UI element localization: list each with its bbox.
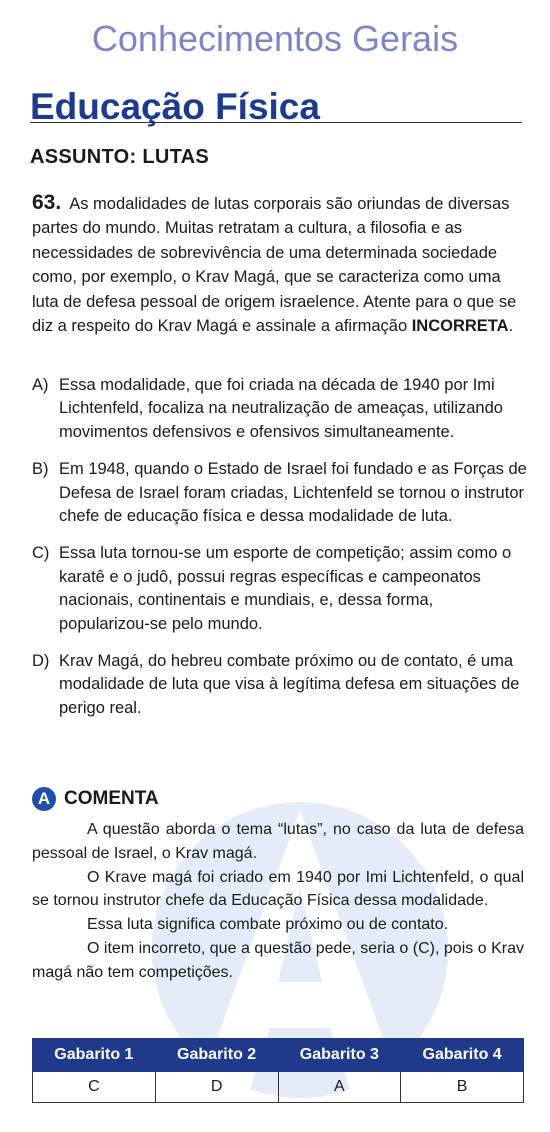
answer-key-header: Gabarito 4 (401, 1039, 524, 1072)
title-divider (30, 122, 522, 123)
answer-key-header-row (33, 1039, 524, 1072)
question-emphasis: INCORRETA (411, 317, 509, 336)
option-text: Em 1948, quando o Estado de Israel foi fundado e as Forças de Defesa de Israel foram criadas, Lichtenfeld se tornou o instrutor chefe de educação física e dessa modalidade de luta. (59, 460, 527, 526)
answer-key-table (32, 1038, 524, 1103)
comment-label: COMENTA (64, 788, 159, 809)
comment-paragraph: O Krave magá foi criado em 1940 por Imi Lichtenfeld, o qual se tornou instrutor chefe da Educação Física dessa modalidade. (32, 868, 524, 910)
comment-body (32, 818, 524, 985)
comment-heading (32, 784, 159, 814)
option-letter: C) (32, 544, 50, 563)
answer-key-value: B (401, 1072, 524, 1103)
question-number: 63. (32, 191, 62, 214)
option-text: Essa luta tornou-se um esporte de competição; assim como o karatê e o judô, possui regras específicas e campeonatos nacionais, continentais e mundiais, e, dessa forma, popularizou-se pelo mundo. (59, 544, 512, 633)
subject-heading: ASSUNTO: LUTAS (30, 146, 210, 168)
answer-key-header: Gabarito 1 (33, 1039, 156, 1072)
option-d (32, 650, 528, 720)
a-circle-icon: A (32, 787, 56, 811)
header-title: Conhecimentos Gerais (91, 18, 459, 59)
answer-key-value: A (278, 1072, 401, 1103)
answer-key-value: C (33, 1072, 156, 1103)
answer-key-header: Gabarito 2 (155, 1039, 278, 1072)
option-letter: D) (32, 652, 50, 671)
option-a (32, 374, 528, 444)
option-b (32, 458, 528, 528)
answer-key-value: D (155, 1072, 278, 1103)
option-text: Essa modalidade, que foi criada na década de 1940 por Imi Lichtenfeld, focaliza na neutralização de ameaças, utilizando movimentos defensivos e ofensivos simultaneamente. (59, 376, 503, 441)
question-text: As modalidades de lutas corporais são oriundas de diversas partes do mundo. Muitas retratam a cultura, a filosofia e as necessidades de sobrevivência de uma determinada sociedade como, por exemplo, o Krav Magá, que se caracteriza como uma luta de defesa pessoal de origem israelence. Atente para o que se diz a respeito do Krav Magá e assinale a afirmação (32, 195, 517, 336)
option-c (32, 542, 528, 636)
option-text: Krav Magá, do hebreu combate próximo ou de contato, é uma modalidade de luta que visa à legítima defesa em situações de perigo real. (59, 652, 520, 717)
option-letter: A) (32, 376, 49, 394)
answer-key-header: Gabarito 3 (278, 1039, 401, 1072)
comment-paragraph: Essa luta significa combate próximo ou de contato. (87, 916, 449, 934)
option-letter: B) (32, 460, 49, 479)
answer-key-value-row (33, 1072, 524, 1103)
comment-paragraph: A questão aborda o tema “lutas”, no caso da luta de defesa pessoal de Israel, o Krav magá. (32, 821, 524, 862)
question-stem (32, 191, 528, 338)
section-title: Educação Física (30, 86, 320, 127)
answer-options (32, 374, 528, 734)
question-text-end: . (508, 317, 514, 336)
comment-paragraph: O item incorreto, que a questão pede, seria o (C), pois o Krav magá não tem competições. (32, 939, 524, 981)
